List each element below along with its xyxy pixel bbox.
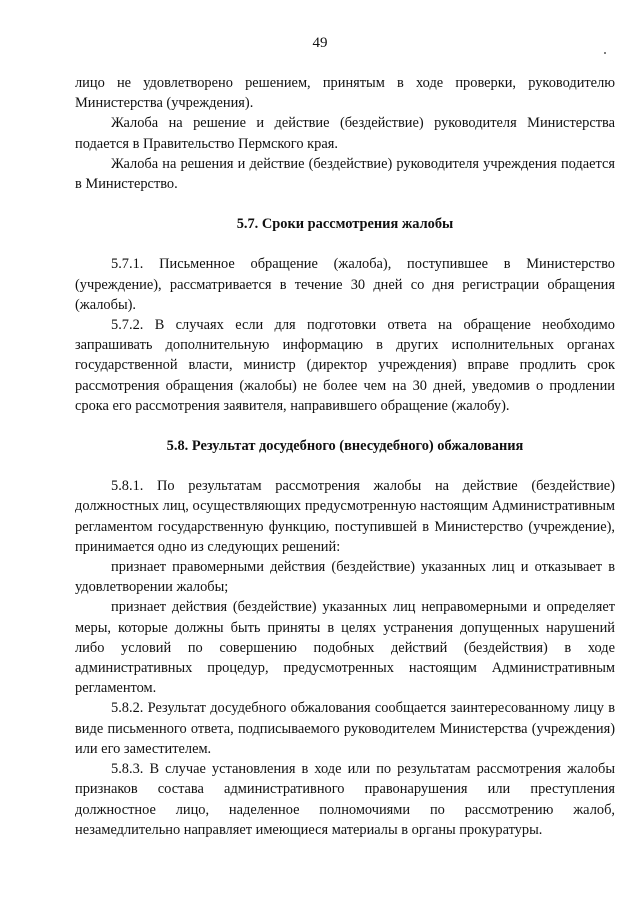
section-heading-5-8: 5.8. Результат досудебного (внесудебного) обжалования: [166, 438, 524, 455]
scan-speck: [604, 52, 606, 54]
section-heading-5-7: 5.7. Сроки рассмотрения жалобы: [236, 216, 454, 233]
paragraph-decision-lawful: признает правомерными действия (бездействие) указанных лиц и отказывает в удовлетворении жалобы;: [75, 559, 615, 596]
document-body: [75, 73, 615, 840]
page-number: 49: [312, 35, 328, 51]
paragraph-5-7-2: 5.7.2. В случаях если для подготовки ответа на обращение необходимо запрашивать дополнительную информацию в других исполнительных органах государственной власти, министр (директор учреждения) вправе продлить срок рассмотрения обращения (жалобы) не более чем на 30 дней, уведомив о продлении срока его рассмотрения заявителя, направившего обращение (жалобу).: [75, 317, 615, 414]
paragraph-complaint-institution-head: Жалоба на решения и действие (бездействие) руководителя учреждения подается в Министерство.: [75, 155, 615, 193]
paragraph-continuation: лицо не удовлетворено решением, принятым в ходе проверки, руководителю Министерства (учреждения).: [75, 75, 615, 112]
paragraph-5-8-3: 5.8.3. В случае установления в ходе или по результатам рассмотрения жалобы признаков состава административного правонарушения или преступления должностное лицо, наделенное полномочиями по рассмотрению жалоб, незамедлительно направляет имеющиеся материалы в органы прокуратуры.: [75, 761, 615, 838]
paragraph-5-8-1: 5.8.1. По результатам рассмотрения жалобы на действие (бездействие) должностных лиц, осуществляющих предусмотренную настоящим Административным регламентом государственную функцию, поступившей в Министерство (учреждение), принимается одно из следующих решений:: [75, 478, 615, 555]
paragraph-decision-unlawful: признает действия (бездействие) указанных лиц неправомерными и определяет меры, которые должны быть приняты в целях устранения допущенных нарушений либо условий по совершению подобных действий (бездействия) в ходе административных процедур, предусмотренных настоящим Административным регламентом.: [75, 599, 615, 697]
paragraph-complaint-ministry-head: Жалоба на решение и действие (бездействие) руководителя Министерства подается в Правительство Пермского края.: [75, 115, 615, 152]
paragraph-5-8-2: 5.8.2. Результат досудебного обжалования сообщается заинтересованному лицу в виде письменного ответа, подписываемого руководителем Министерства (учреждения) или его заместителем.: [75, 700, 615, 757]
paragraph-5-7-1: 5.7.1. Письменное обращение (жалоба), поступившее в Министерство (учреждение), рассматривается в течение 30 дней со дня регистрации обращения (жалобы).: [75, 256, 615, 313]
